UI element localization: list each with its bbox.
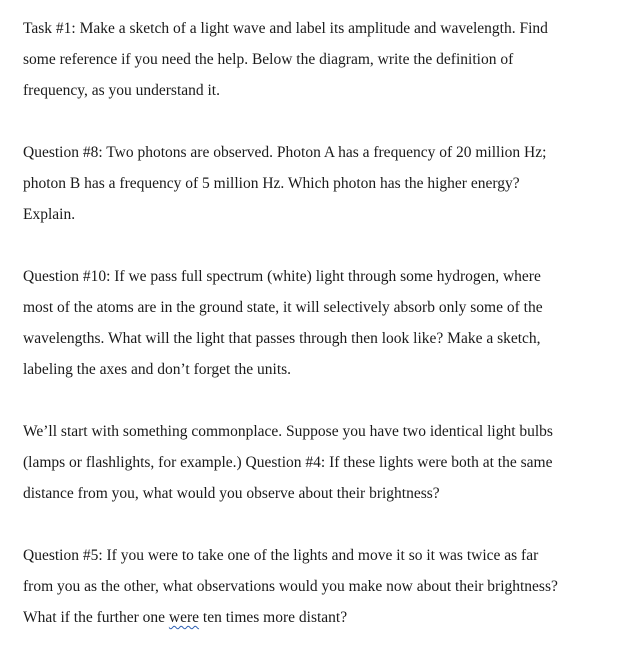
- text-line: Task #1: Make a sketch of a light wave and label its amplitude and wavelength. Find: [23, 20, 548, 37]
- text-segment: ten times more distant?: [199, 609, 348, 626]
- paragraph-question-4: [23, 416, 623, 509]
- text-line-last: [23, 602, 623, 633]
- text-line: most of the atoms are in the ground state, it will selectively absorb only some of the: [23, 299, 543, 316]
- text-line: labeling the axes and don’t forget the units.: [23, 361, 292, 378]
- paragraph-task-1: [23, 13, 623, 106]
- text-line: Question #8: Two photons are observed. Photon A has a frequency of 20 million Hz;: [23, 144, 547, 161]
- text-line: from you as the other, what observations would you make now about their brightness?: [23, 578, 558, 595]
- text-line: Question #10: If we pass full spectrum (white) light through some hydrogen, where: [23, 268, 541, 285]
- document-body: [23, 13, 623, 664]
- text-segment: What if the further one: [23, 609, 169, 626]
- text-line: photon B has a frequency of 5 million Hz. Which photon has the higher energy?: [23, 175, 520, 192]
- text-line: distance from you, what would you observe about their brightness?: [23, 485, 440, 502]
- text-line: Question #5: If you were to take one of the lights and move it so it was twice as far: [23, 547, 539, 564]
- text-line: some reference if you need the help. Below the diagram, write the definition of: [23, 51, 514, 68]
- paragraph-question-8: [23, 137, 623, 230]
- paragraph-question-5: [23, 540, 623, 633]
- text-line: frequency, as you understand it.: [23, 82, 220, 99]
- grammar-flagged-word[interactable]: were: [168, 609, 200, 626]
- text-line: We’ll start with something commonplace. Suppose you have two identical light bulbs: [23, 423, 553, 440]
- text-line: wavelengths. What will the light that passes through then look like? Make a sketch,: [23, 330, 541, 347]
- text-line: (lamps or flashlights, for example.) Question #4: If these lights were both at the same: [23, 454, 553, 471]
- text-line: Explain.: [23, 206, 76, 223]
- paragraph-question-10: [23, 261, 623, 385]
